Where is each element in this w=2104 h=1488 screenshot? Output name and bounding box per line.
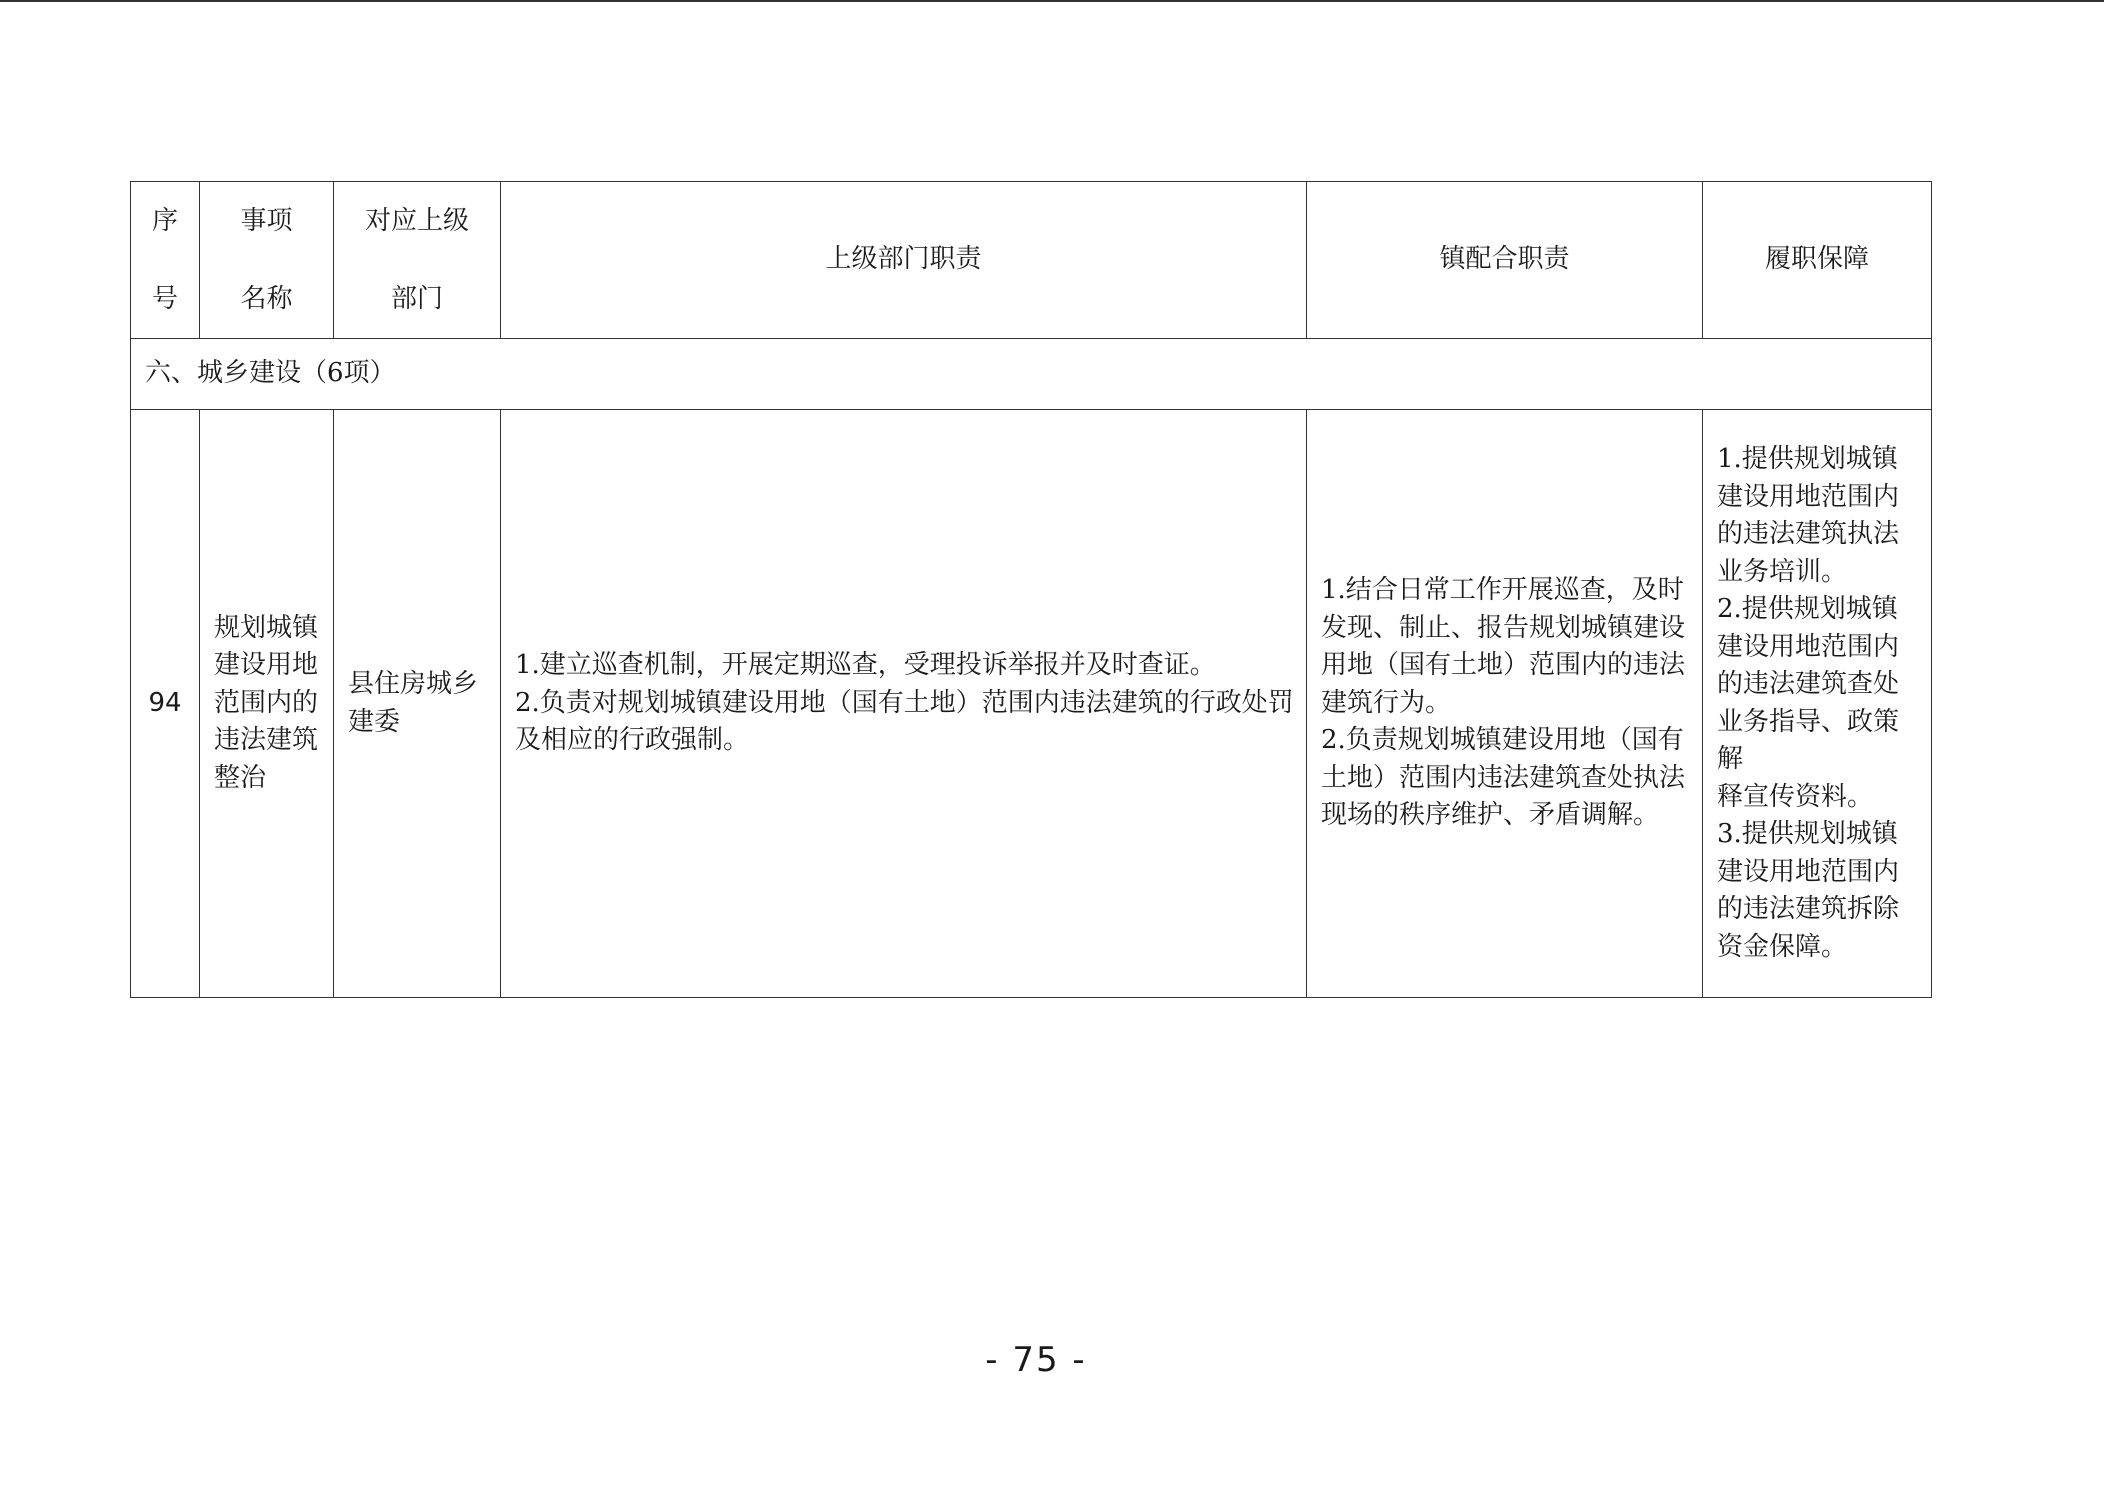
table-header-row <box>131 182 1932 339</box>
row-item-name: 规划城镇 建设用地 范围内的 违法建筑 整治 <box>200 410 334 998</box>
header-item-name: 事项 名称 <box>200 182 334 339</box>
row-upper-duty: 1.建立巡查机制，开展定期巡查，受理投诉举报并及时查证。 2.负责对规划城镇建设用地（国有土地）范围内违法建筑的行政处罚 及相应的行政强制。 <box>501 410 1307 998</box>
row-department: 县住房城乡 建委 <box>334 410 501 998</box>
header-guarantee: 履职保障 <box>1703 182 1932 339</box>
page-top-border <box>0 0 2104 2</box>
header-town-duty: 镇配合职责 <box>1307 182 1703 339</box>
row-index: 94 <box>131 410 200 998</box>
header-upper-department: 对应上级 部门 <box>334 182 501 339</box>
row-town-duty: 1.结合日常工作开展巡查，及时 发现、制止、报告规划城镇建设 用地（国有土地）范围内的违法 建筑行为。 2.负责规划城镇建设用地（国有 土地）范围内违法建筑查处执法 现场的秩序维护、矛盾调解。 <box>1307 410 1703 998</box>
header-index: 序 号 <box>131 182 200 339</box>
page-number: - 75 - <box>985 1340 1087 1380</box>
duty-table <box>130 181 1932 998</box>
table-row <box>131 410 1932 998</box>
section-title: 六、城乡建设（6项） <box>131 339 1932 410</box>
row-guarantee: 1.提供规划城镇 建设用地范围内 的违法建筑执法 业务培训。 2.提供规划城镇 建设用地范围内 的违法建筑查处 业务指导、政策解 释宣传资料。 3.提供规划城镇 建设用地范围内 的违法建筑拆除 资金保障。 <box>1703 410 1932 998</box>
section-row <box>131 339 1932 410</box>
header-upper-duty: 上级部门职责 <box>501 182 1307 339</box>
